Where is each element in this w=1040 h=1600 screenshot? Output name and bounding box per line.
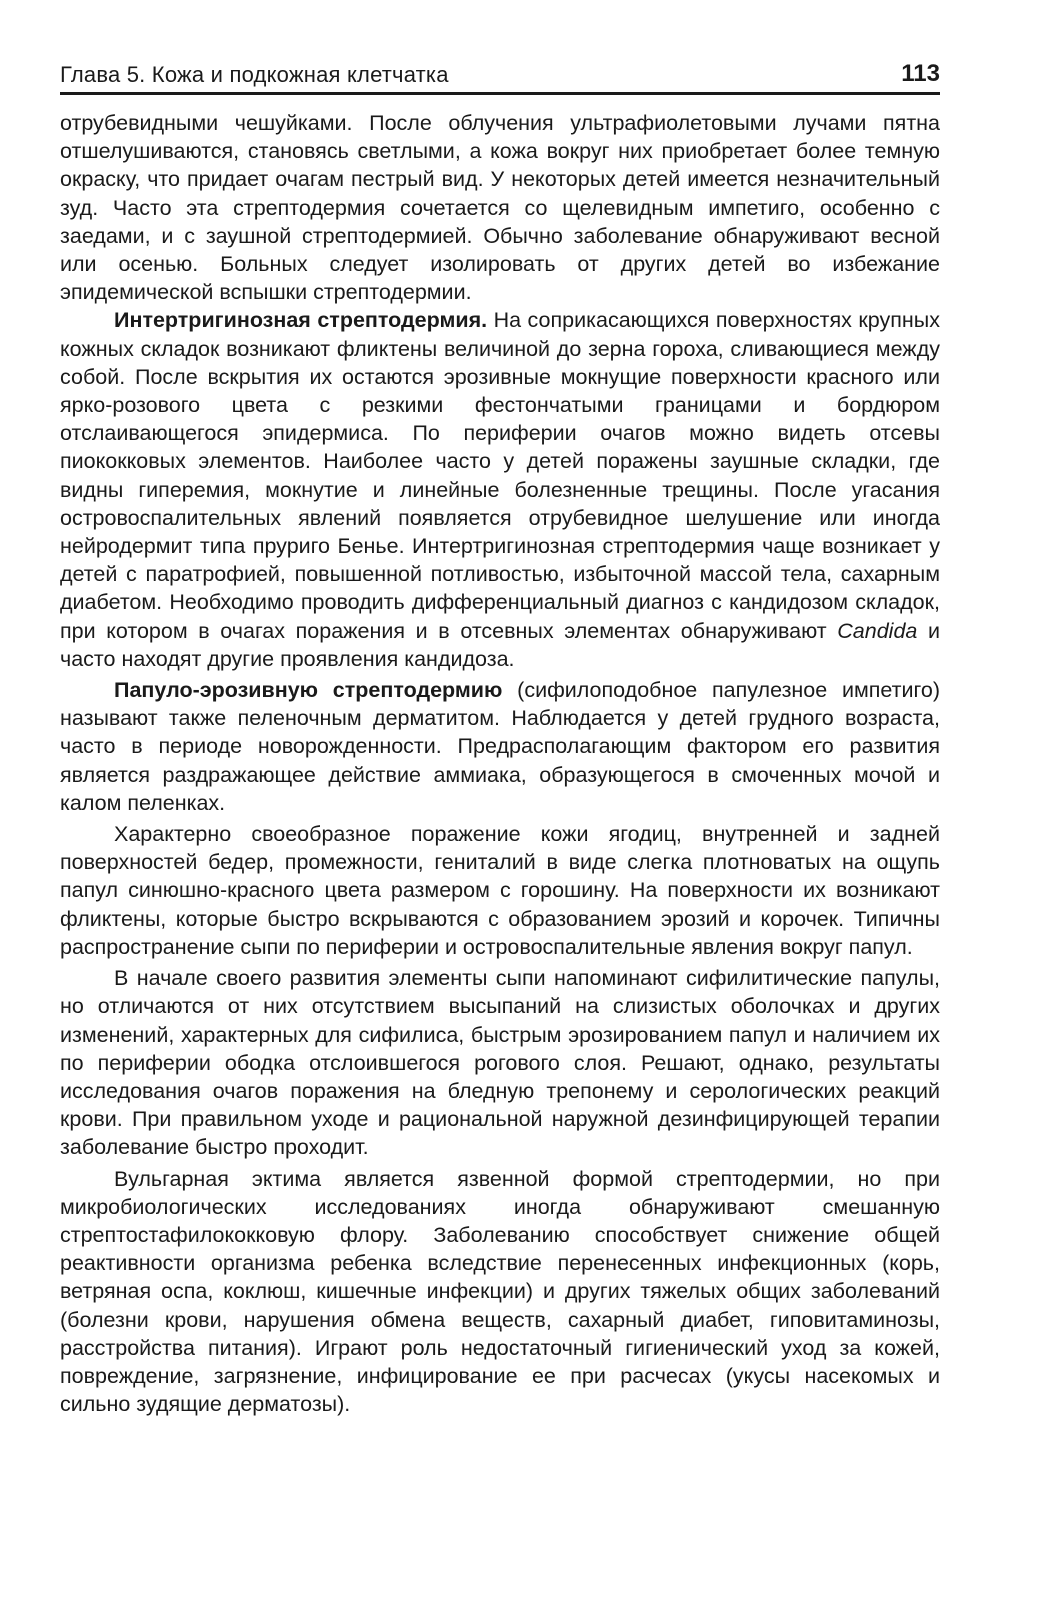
paragraph-text: На соприкасающихся поверхностях крупных кожных складок возникают фликтены величиной до зерна гороха, сливающиеся между собой. После вскрытия их остаются эрозивные мокнущие поверхности красного или ярко-розового цвета с резкими фестончатыми границами и бордюром отслаивающегося эпидермиса. По периферии очагов можно видеть отсевы пиококковых элементов. Наиболее часто у детей поражены заушные складки, где видны гиперемия, мокнутие и линейные болезненные трещины. После угасания островоспалительных явлений появляется отрубевидное шелушение или иногда нейродермит типа пруриго Бенье. Интертригинозная стрептодермия чаще возникает у детей с паратрофией, повышенной потливостью, избыточной массой тела, сахарным диабетом. Необходимо проводить дифференциальный диагноз с кандидозом складок, при котором в очагах поражения и в отсевных элементах обнаруживают	[60, 308, 940, 643]
paragraph-text: Вульгарная эктима является язвенной формой стрептодермии, но при микробиологических исследованиях иногда обнаруживают смешанную стрептостафилококковую флору. Заболеванию способствует снижение общей реактивности организма ребенка вследствие перенесенных инфекционных (корь, ветряная оспа, коклюш, кишечные инфекции) и других тяжелых общих заболеваний (болезни крови, нарушения обмена веществ, сахарный диабет, гиповитаминозы, расстройства питания). Играют роль недостаточный гигиенический уход за кожей, повреждение, загрязнение, инфицирование ее при расчесах (укусы насекомых и сильно зудящие дерматозы).	[60, 1166, 940, 1417]
page-number: 113	[901, 60, 940, 87]
paragraph-clinical-picture	[60, 820, 940, 961]
paragraph-text: (сифилоподобное папулезное импетиго) называют также пеленочным дерматитом. Наблюдается у детей грудного возраста, часто в периоде новорожденности. Предрасполагающим фактором его развития является раздражающее действие аммиака, образующегося в смоченных мочой и калом пеленках.	[60, 678, 940, 815]
paragraph-text: и часто находят другие проявления кандидоза.	[60, 618, 941, 671]
paragraph-text: Характерно своеобразное поражение кожи ягодиц, внутренней и задней поверхностей бедер, промежности, гениталий в виде слегка плотноватых на ощупь папул синюшно-красного цвета размером с горошину. На поверхности их возникают фликтены, которые быстро вскрываются с образованием эрозий и корочек. Типичны распространение сыпи по периферии и островоспалительные явления вокруг папул.	[60, 822, 940, 959]
paragraph-ecthyma	[60, 1165, 940, 1419]
paragraph-continuation	[60, 109, 940, 306]
term-heading: Интертригинозная стрептодермия.	[114, 308, 488, 333]
italic-term: Candida	[837, 618, 918, 643]
term-heading: Папуло-эрозивную стрептодермию	[114, 678, 503, 703]
chapter-title: Глава 5. Кожа и подкожная клетчатка	[60, 62, 449, 87]
paragraph-text: В начале своего развития элементы сыпи напоминают сифилитические папулы, но отличаются от них отсутствием высыпаний на слизистых оболочках и других изменений, характерных для сифилиса, быстрым эрозированием папул и наличием их по периферии ободка отслоившегося рогового слоя. Решают, однако, результаты исследования очагов поражения на бледную трепонему и серологических реакций крови. При правильном уходе и рациональной наружной дезинфицирующей терапии заболевание быстро проходит.	[60, 966, 940, 1160]
paragraph-intertriginous	[60, 306, 940, 673]
book-page	[60, 52, 940, 1418]
paragraph-text: отрубевидными чешуйками. После облучения ультрафиолетовыми лучами пятна отшелушиваются, становясь светлыми, а кожа вокруг них приобретает более темную окраску, что придает очагам пестрый вид. У некоторых детей имеется незначительный зуд. Часто эта стрептодермия сочетается со щелевидным импетиго, особенно с заедами, и с заушной стрептодермией. Обычно заболевание обнаруживают весной или осенью. Больных следует изолировать от других детей во избежание эпидемической вспышки стрептодермии.	[60, 111, 940, 305]
running-head	[60, 52, 940, 95]
page-body	[60, 109, 940, 1418]
paragraph-differential	[60, 964, 940, 1161]
paragraph-papulo-erosive	[60, 676, 940, 817]
